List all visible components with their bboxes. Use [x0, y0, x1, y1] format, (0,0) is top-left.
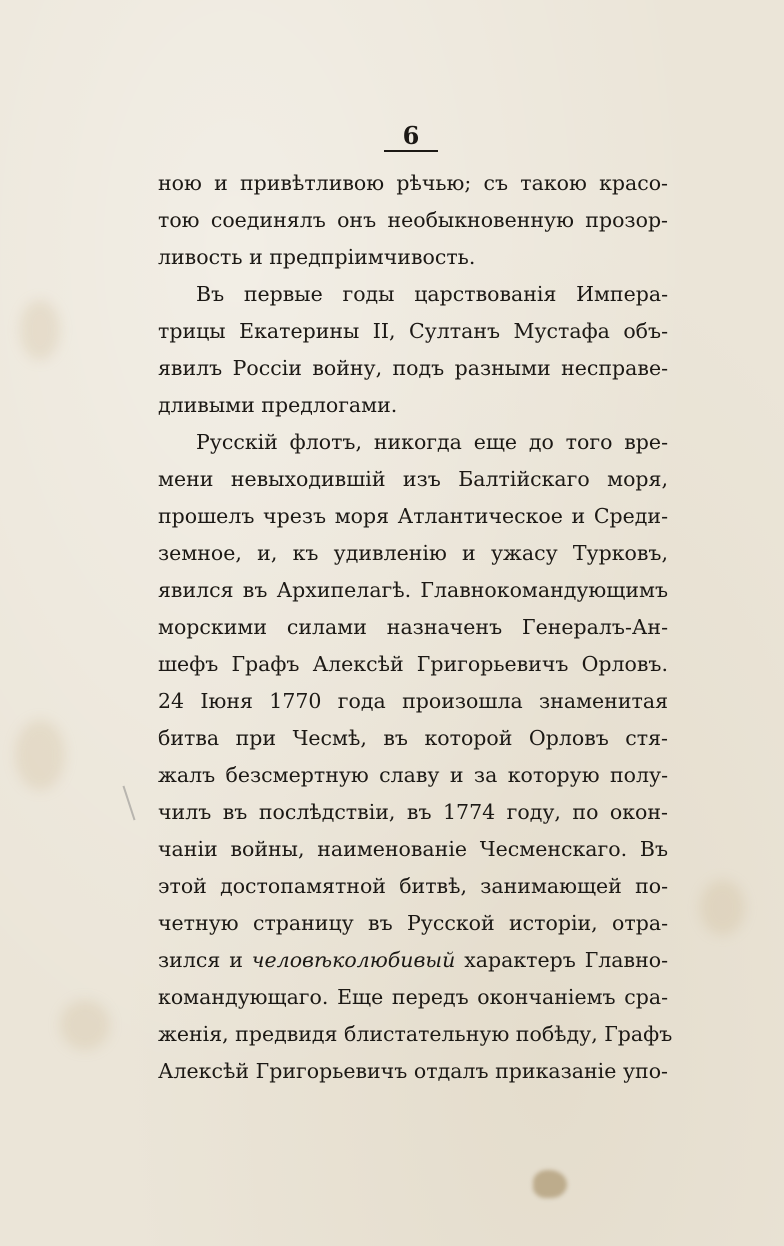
page-number: 6: [402, 121, 420, 150]
page-number-rule: [384, 150, 438, 152]
text-line: тою соединялъ онъ необыкновенную прозор-: [158, 208, 668, 232]
line-segment: зился и: [158, 948, 252, 972]
text-line: морскими силами назначенъ Генералъ-Ан-: [158, 615, 668, 639]
text-line: 24 Іюня 1770 года произошла знаменитая: [158, 689, 668, 713]
paragraph-first-line: Русскій флотъ, никогда еще до того вре-: [196, 430, 668, 454]
text-line-with-italic: [158, 943, 668, 977]
text-line: битва при Чесмѣ, въ которой Орловъ стя-: [158, 726, 668, 750]
line-segment: характеръ Главно-: [455, 948, 669, 972]
text-line: мени невыходившій изъ Балтійскаго моря,: [158, 467, 668, 491]
text-line: ною и привѣтливою рѣчью; съ такою красо-: [158, 171, 668, 195]
text-line: явился въ Архипелагѣ. Главнокомандующимъ: [158, 578, 668, 602]
text-line: прошелъ чрезъ моря Атлантическое и Среди-: [158, 504, 668, 528]
text-line: Алексѣй Григорьевичъ отдалъ приказаніе упо-: [158, 1059, 668, 1083]
paper-stain: [20, 300, 60, 360]
text-line: командующаго. Еще передъ окончаніемъ сра-: [158, 985, 668, 1009]
text-line: ливость и предпріимчивость.: [158, 245, 476, 269]
text-line: жалъ безсмертную славу и за которую полу-: [158, 763, 668, 787]
text-line: чаніи войны, наименованіе Чесменскаго. Въ: [158, 837, 668, 861]
text-line: дливыми предлогами.: [158, 393, 398, 417]
margin-pencil-mark: [122, 786, 135, 821]
paper-stain: [15, 720, 65, 790]
text-line: шефъ Графъ Алексѣй Григорьевичъ Орловъ.: [158, 652, 668, 676]
text-line: четную страницу въ Русской исторіи, отра-: [158, 911, 668, 935]
text-line: трицы Екатерины II, Султанъ Мустафа объ-: [158, 319, 668, 343]
ink-blot: [533, 1170, 567, 1198]
paragraph-first-line: Въ первые годы царствованія Импера-: [196, 282, 668, 306]
text-line: явилъ Россіи войну, подъ разными несправе-: [158, 356, 668, 380]
italic-word: человѣколюбивый: [251, 948, 456, 972]
text-line: земное, и, къ удивленію и ужасу Турковъ,: [158, 541, 668, 565]
text-line: этой достопамятной битвѣ, занимающей по-: [158, 874, 668, 898]
text-line: женія, предвидя блистательную побѣду, Графъ: [158, 1022, 673, 1046]
text-line: чилъ въ послѣдствіи, въ 1774 году, по окон-: [158, 800, 668, 824]
paper-stain: [60, 1000, 110, 1050]
paper-stain: [700, 880, 745, 935]
